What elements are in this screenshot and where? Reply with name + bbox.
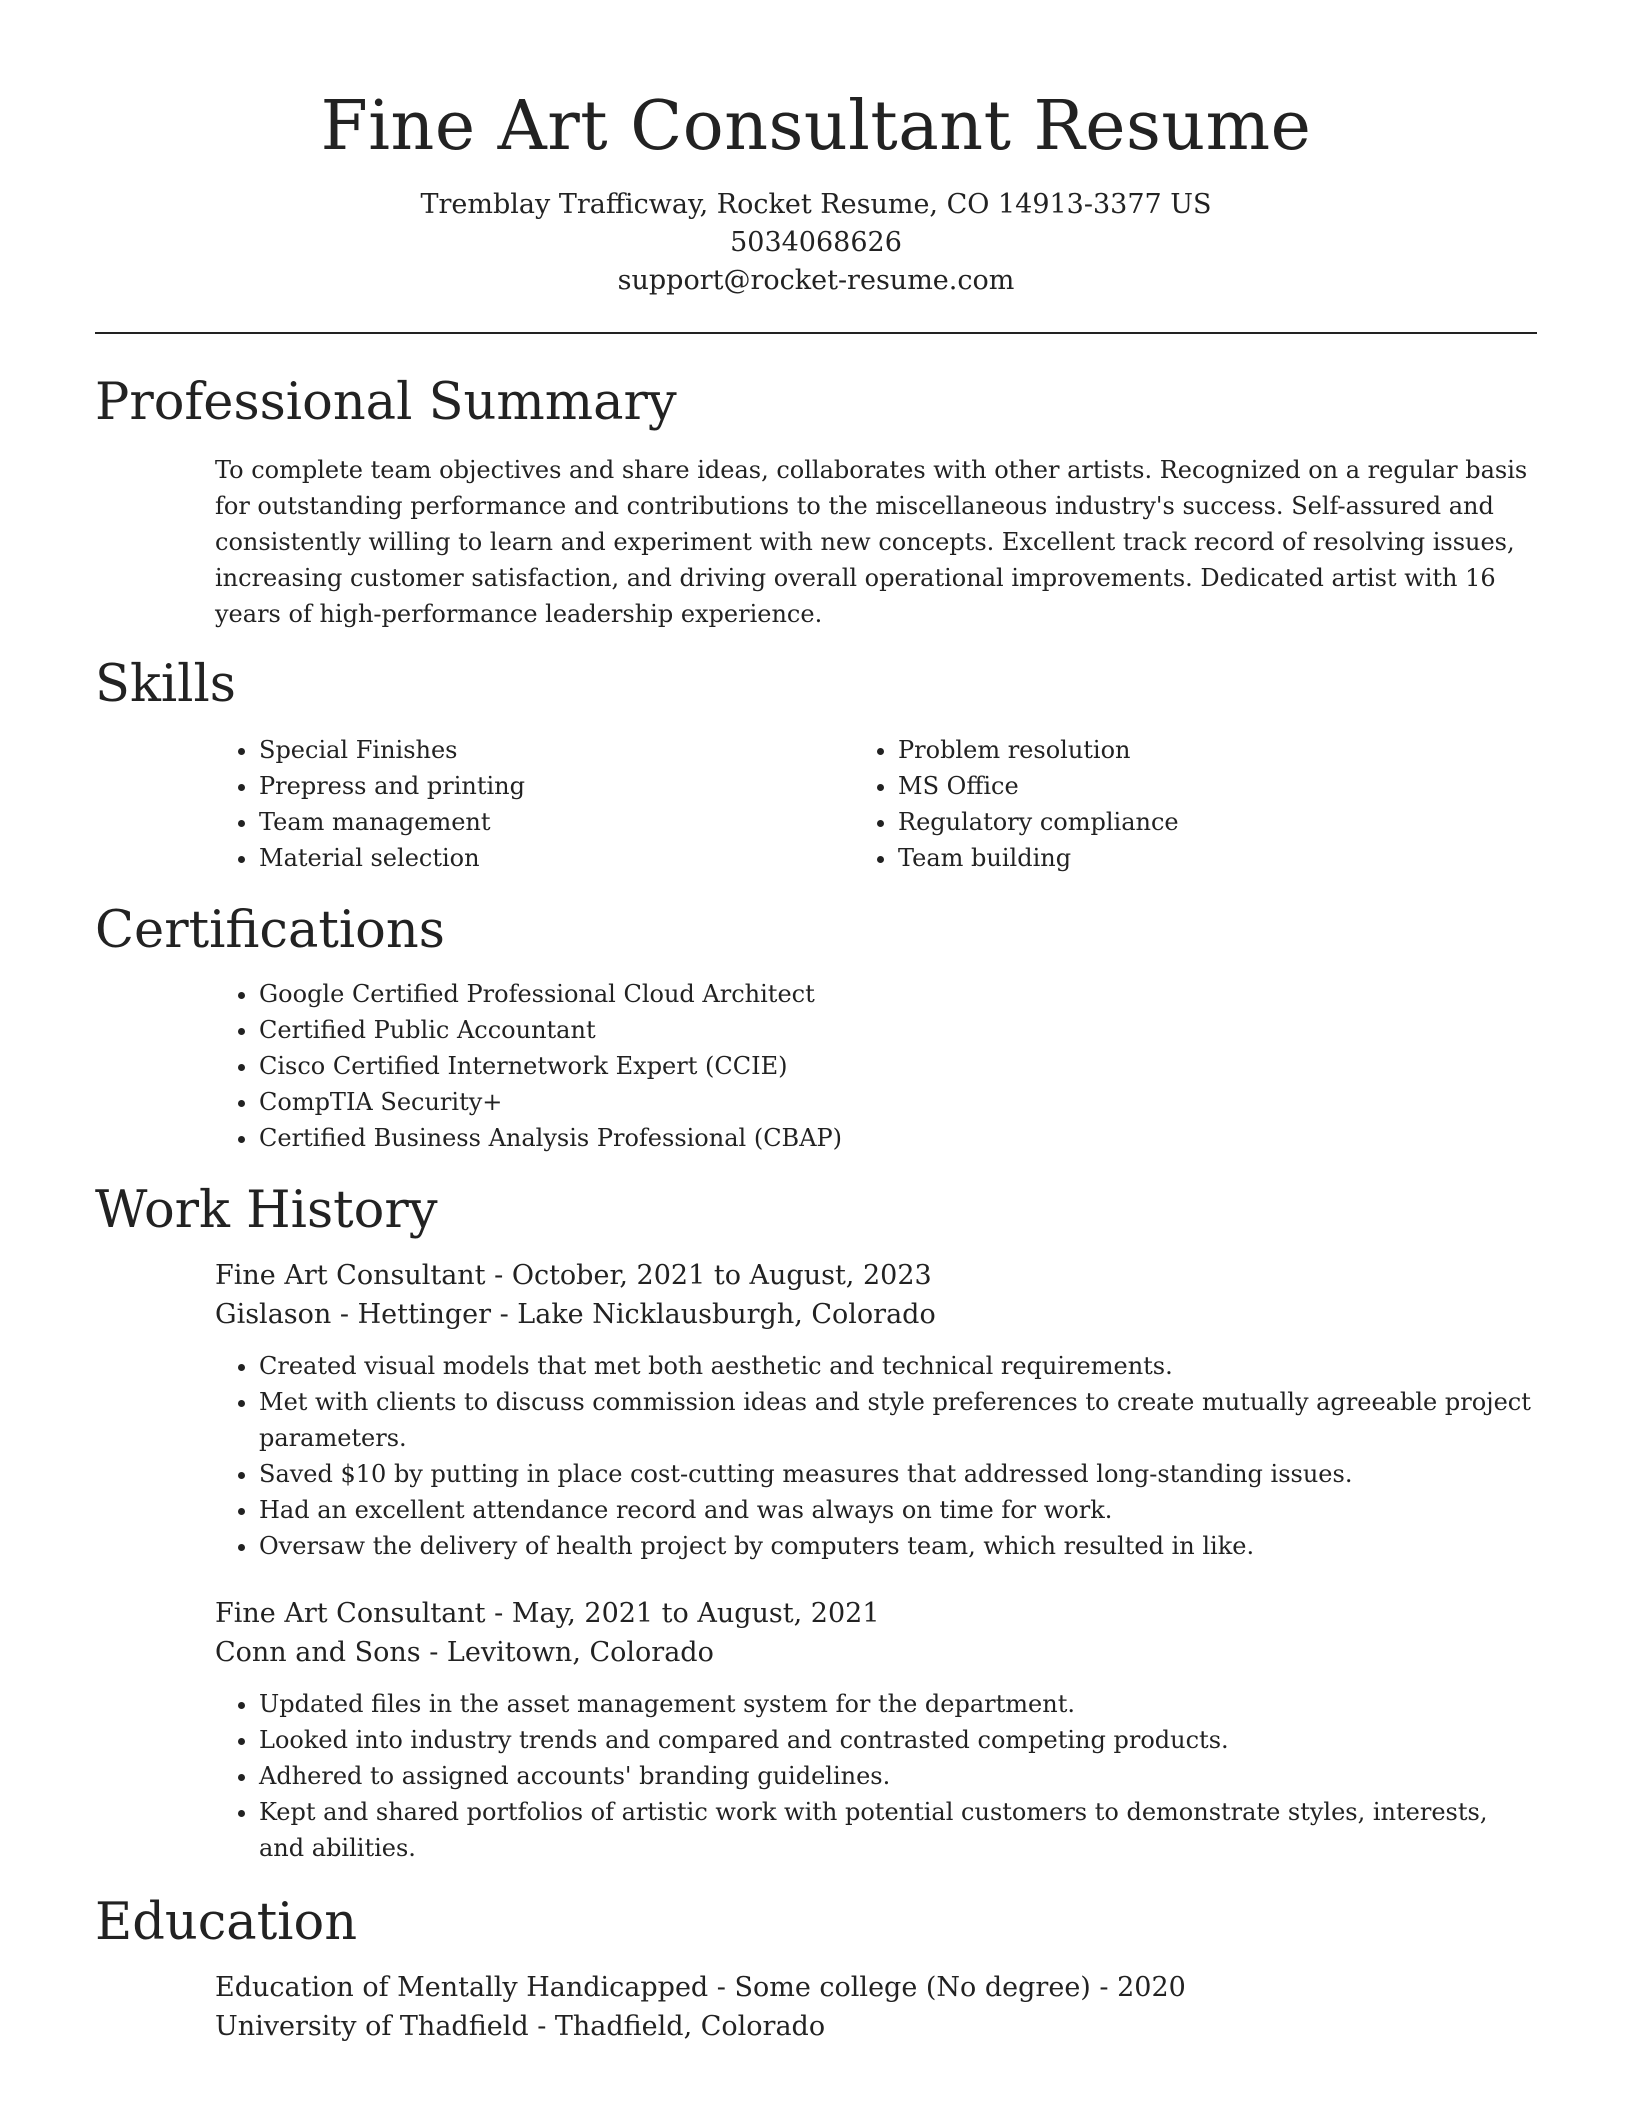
work-history-heading: Work History	[95, 1181, 438, 1240]
skill-item: • Material selection	[259, 840, 898, 876]
job-bullet: • Created visual models that met both aesthetic and technical requirements.	[259, 1348, 1537, 1384]
certification-item: • Certified Business Analysis Professional (CBAP)	[259, 1120, 1537, 1156]
summary-heading: Professional Summary	[95, 373, 677, 432]
job-entry	[215, 1256, 1537, 1564]
education-school: University of Thadfield - Thadfield, Colorado	[215, 2011, 826, 2042]
job-bullet: • Saved $10 by putting in place cost-cutting measures that addressed long-standing issues.	[259, 1456, 1537, 1492]
certification-item: • CompTIA Security+	[259, 1084, 1537, 1120]
job-bullet: • Kept and shared portfolios of artistic work with potential customers to demonstrate styles, interests, and abilities.	[259, 1794, 1537, 1866]
contact-info	[95, 186, 1537, 300]
job-bullets	[259, 1686, 1537, 1866]
education-heading: Education	[95, 1893, 358, 1952]
skill-item: • Regulatory compliance	[898, 804, 1537, 840]
skill-item: • Team building	[898, 840, 1537, 876]
resume-title: Fine Art Consultant Resume	[320, 87, 1312, 166]
education-degree: Education of Mentally Handicapped - Some college (No degree) - 2020	[215, 1972, 1186, 2003]
job-title-dates: Fine Art Consultant - October, 2021 to August, 2023	[215, 1260, 932, 1291]
skills-right-list	[898, 732, 1537, 876]
job-bullet: • Oversaw the delivery of health project by computers team, which resulted in like.	[259, 1528, 1537, 1564]
job-entry	[215, 1594, 1537, 1866]
certification-item: • Cisco Certified Internetwork Expert (CCIE)	[259, 1048, 1537, 1084]
summary-section	[95, 372, 1537, 632]
phone: 5034068626	[730, 227, 902, 258]
job-bullets	[259, 1348, 1537, 1564]
job-title-dates: Fine Art Consultant - May, 2021 to August, 2021	[215, 1598, 880, 1629]
skills-heading: Skills	[95, 655, 236, 714]
summary-text: To complete team objectives and share ideas, collaborates with other artists. Recognized on a regular basis for outstanding performance and contributions to the miscellaneous industry's success. Self-assured and consistently willing to learn and experiment with new concepts. Excellent track record of resolving issues, increasing customer satisfaction, and driving overall operational improvements. Dedicated artist with 16 years of high-performance leadership experience.	[215, 456, 1528, 628]
certification-item: • Certified Public Accountant	[259, 1012, 1537, 1048]
job-bullet: • Met with clients to discuss commission ideas and style preferences to create mutually agreeable project parameters.	[259, 1384, 1537, 1456]
skill-item: • Prepress and printing	[259, 768, 898, 804]
job-bullet: • Looked into industry trends and compared and contrasted competing products.	[259, 1722, 1537, 1758]
certification-item: • Google Certified Professional Cloud Architect	[259, 976, 1537, 1012]
certifications-list	[259, 976, 1537, 1156]
skills-left-list	[259, 732, 898, 876]
header-divider	[95, 332, 1537, 334]
job-company-location: Conn and Sons - Levitown, Colorado	[215, 1637, 714, 1668]
work-history-section	[95, 1180, 1537, 1866]
resume-header	[95, 0, 1537, 300]
education-entry	[215, 1968, 1537, 2046]
certifications-section	[95, 900, 1537, 1156]
job-company-location: Gislason - Hettinger - Lake Nicklausburgh, Colorado	[215, 1299, 936, 1330]
certifications-heading: Certifications	[95, 901, 445, 960]
education-section	[95, 1892, 1537, 2046]
skills-section	[95, 654, 1537, 876]
job-bullet: • Updated files in the asset management system for the department.	[259, 1686, 1537, 1722]
skill-item: • MS Office	[898, 768, 1537, 804]
email: support@rocket-resume.com	[617, 265, 1015, 296]
skill-item: • Special Finishes	[259, 732, 898, 768]
skills-columns	[259, 732, 1537, 876]
job-bullet: • Had an excellent attendance record and was always on time for work.	[259, 1492, 1537, 1528]
skill-item: • Team management	[259, 804, 898, 840]
address: Tremblay Trafficway, Rocket Resume, CO 14913-3377 US	[420, 189, 1212, 220]
job-bullet: • Adhered to assigned accounts' branding guidelines.	[259, 1758, 1537, 1794]
skill-item: • Problem resolution	[898, 732, 1537, 768]
